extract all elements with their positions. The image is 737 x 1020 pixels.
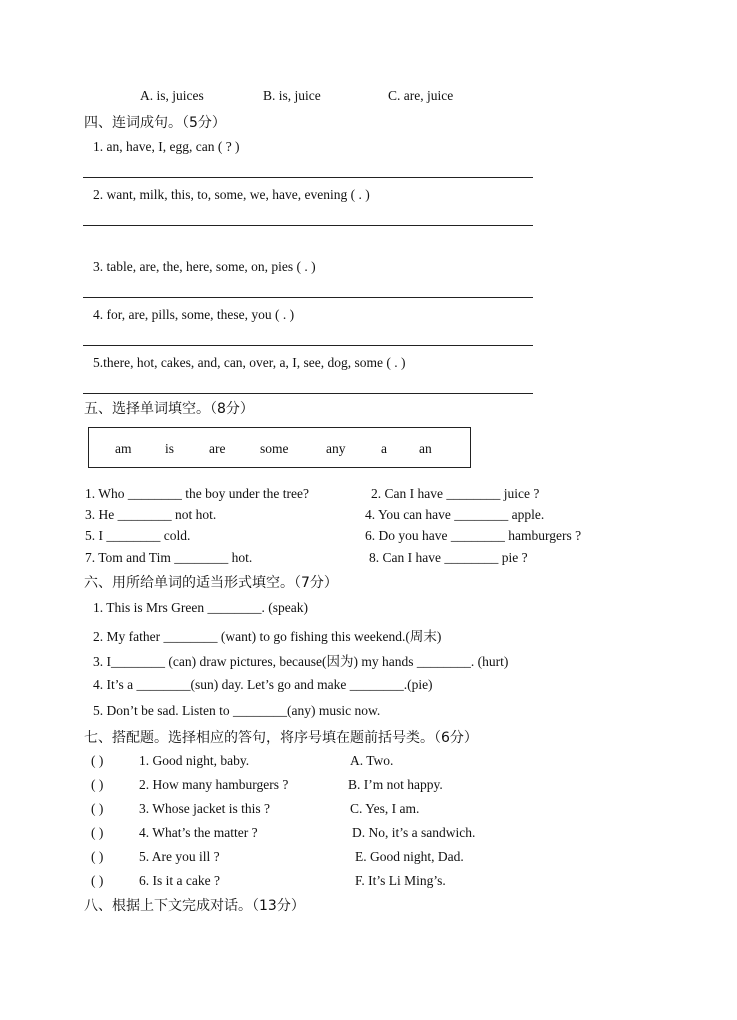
word-any: any xyxy=(326,441,346,456)
answer-line-2[interactable] xyxy=(83,225,533,226)
word-a: a xyxy=(381,441,387,456)
s7-question-5: 5. Are you ill ? xyxy=(139,849,220,864)
s5-item-6: 6. Do you have ________ hamburgers ? xyxy=(365,528,582,543)
s5-item-2: 2. Can I have ________ juice ? xyxy=(371,486,540,501)
answer-line-4[interactable] xyxy=(83,345,533,346)
s7-answer-c: C. Yes, I am. xyxy=(350,801,420,816)
section-8-title: 八、根据上下文完成对话。（13分） xyxy=(84,898,305,914)
bracket-3[interactable]: ( ) xyxy=(91,801,104,816)
s5-item-8: 8. Can I have ________ pie ? xyxy=(369,550,528,565)
word-is: is xyxy=(165,441,175,456)
word-are: are xyxy=(209,441,226,456)
s4-item-5: 5.there, hot, cakes, and, can, over, a, I, see, dog, some ( . ) xyxy=(93,355,406,370)
s7-answer-e: E. Good night, Dad. xyxy=(355,849,464,864)
s7-answer-d: D. No, it’s a sandwich. xyxy=(352,825,476,840)
option-b: B. is, juice xyxy=(263,88,321,103)
section-7-title: 七、搭配题。选择相应的答句，将序号填在题前括号类。（6分） xyxy=(84,730,478,746)
s5-item-7: 7. Tom and Tim ________ hot. xyxy=(85,550,253,565)
option-a: A. is, juices xyxy=(140,88,204,103)
s4-item-2: 2. want, milk, this, to, some, we, have, evening ( . ) xyxy=(93,187,370,202)
s7-question-4: 4. What’s the matter ? xyxy=(139,825,258,840)
s4-item-3: 3. table, are, the, here, some, on, pies ( . ) xyxy=(93,259,316,274)
s5-item-3: 3. He ________ not hot. xyxy=(85,507,217,522)
bracket-5[interactable]: ( ) xyxy=(91,849,104,864)
s5-item-1: 1. Who ________ the boy under the tree? xyxy=(85,486,309,501)
s7-question-1: 1. Good night, baby. xyxy=(139,753,250,768)
s4-item-4: 4. for, are, pills, some, these, you ( . ) xyxy=(93,307,295,322)
option-c: C. are, juice xyxy=(388,88,454,103)
s7-question-3: 3. Whose jacket is this ? xyxy=(139,801,270,816)
bracket-4[interactable]: ( ) xyxy=(91,825,104,840)
s6-item-2: 2. My father ________ (want) to go fishing this weekend.(周末) xyxy=(93,629,442,644)
bracket-6[interactable]: ( ) xyxy=(91,873,104,888)
s5-item-5: 5. I ________ cold. xyxy=(85,528,191,543)
s6-item-1: 1. This is Mrs Green ________. (speak) xyxy=(93,600,308,615)
s6-item-4: 4. It’s a ________(sun) day. Let’s go and make ________.(pie) xyxy=(93,677,433,692)
word-bank-box xyxy=(88,427,471,468)
word-an: an xyxy=(419,441,432,456)
answer-line-5[interactable] xyxy=(83,393,533,394)
s7-answer-b: B. I’m not happy. xyxy=(348,777,443,792)
s4-item-1: 1. an, have, I, egg, can ( ? ) xyxy=(93,139,240,154)
word-am: am xyxy=(115,441,132,456)
answer-line-3[interactable] xyxy=(83,297,533,298)
section-4-title: 四、连词成句。（5分） xyxy=(84,115,226,131)
section-5-title: 五、选择单词填空。（8分） xyxy=(84,401,254,417)
bracket-2[interactable]: ( ) xyxy=(91,777,104,792)
s7-answer-a: A. Two. xyxy=(350,753,394,768)
bracket-1[interactable]: ( ) xyxy=(91,753,104,768)
s7-answer-f: F. It’s Li Ming’s. xyxy=(355,873,446,888)
section-6-title: 六、用所给单词的适当形式填空。（7分） xyxy=(84,575,338,591)
s6-item-5: 5. Don’t be sad. Listen to ________(any) music now. xyxy=(93,703,381,718)
s7-question-6: 6. Is it a cake ? xyxy=(139,873,220,888)
answer-line-1[interactable] xyxy=(83,177,533,178)
s7-question-2: 2. How many hamburgers ? xyxy=(139,777,289,792)
word-some: some xyxy=(260,441,289,456)
s5-item-4: 4. You can have ________ apple. xyxy=(365,507,545,522)
s6-item-3: 3. I________ (can) draw pictures, because(因为) my hands ________. (hurt) xyxy=(93,654,509,669)
